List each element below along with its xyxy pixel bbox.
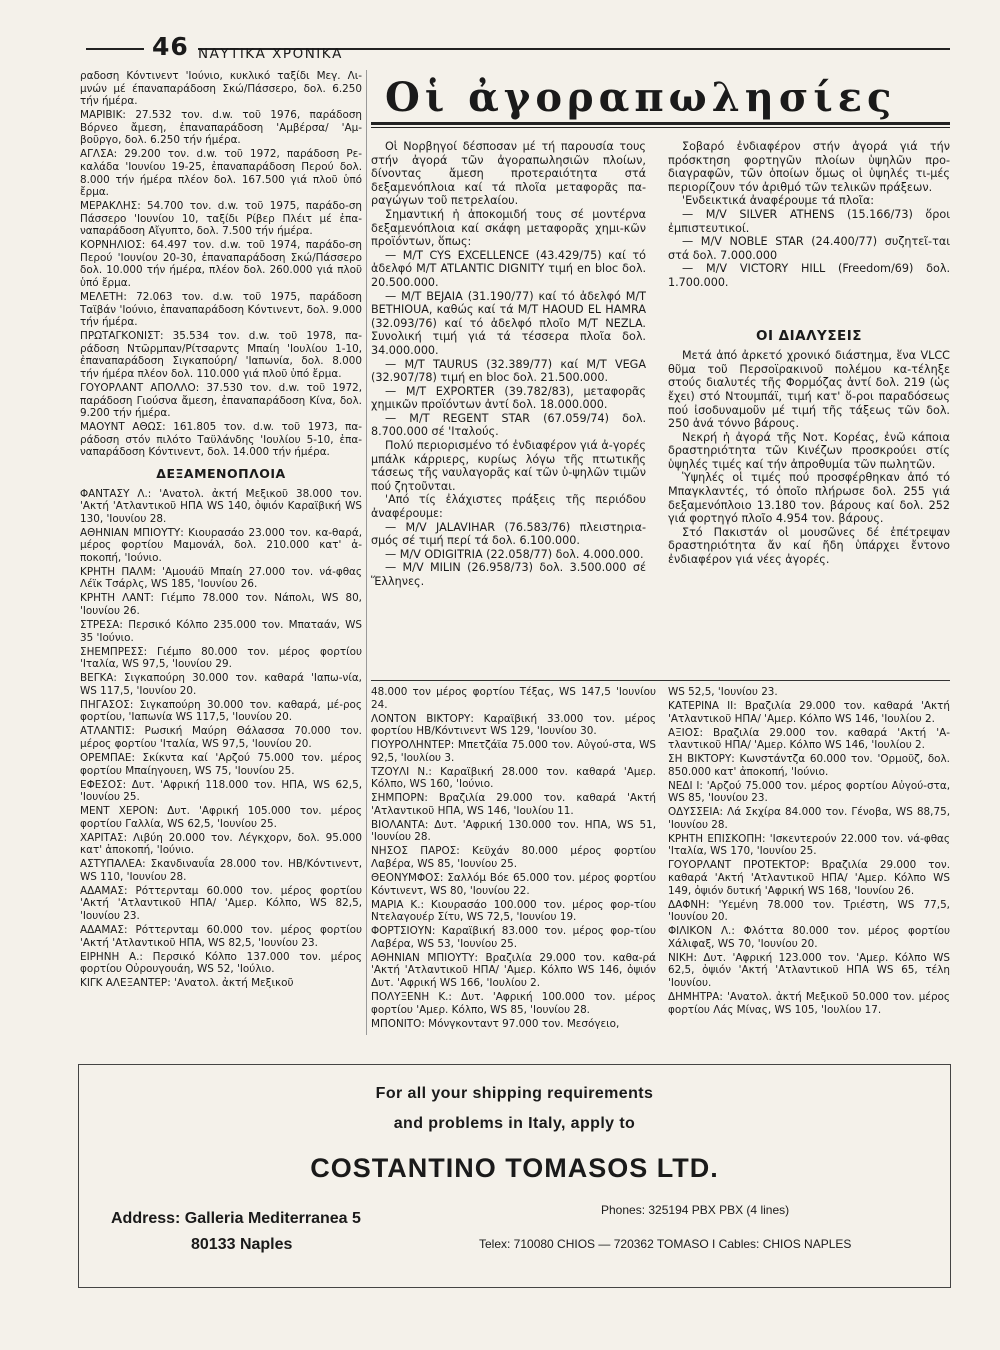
tanker-entry: ΒΕΓΚΑ: Σιγκαπούρη 30.000 τον. καθαρά 'Ιαπω-νία, WS 117,5, 'Ιουνίου 20. [80,672,362,697]
article-paragraph: Ὑψηλές οἱ τιμές πού προσφέρθηκαν ἀπό τό Μπαγκλαντές, τό ὁποῖο πλήρωσε δολ. 255 γιά δεξαμενόπλοιο 13.180 τον. βάρους καί δολ. 252 γιά φορτηγό πλοῖο 4.954 τον. βάρους. [668,471,950,526]
bottom-middle-column [371,686,656,1036]
tanker-entry: ΑΘΗΝΙΑΝ ΜΠΙΟΥΤΥ: Κιουρασάο 23.000 τον. κα-θαρά, μέρος φορτίου Μαμονάλ, δολ. 210.000 κατ' ἀ-ποκοπή, 'Ιούνιο. [80,526,362,564]
article-paragraph: — M/V ODIGITRIA (22.058/77) δολ. 4.000.000. [385,547,644,561]
middle-column [371,140,646,680]
ad-address-line-2: 80133 Naples [191,1236,293,1253]
charter-entry: ΠΡΩΤΑΓΚΟΝΙΣΤ: 35.534 τον. d.w. τοῦ 1978, πα-ράδοση Ντῶρμπαν/Ρίτσαρντς Μπαίη 'Ιουλίου 1-10, ἐπαναπαράδοση Σιγκαπούρη/ 'Ιαπωνία, δολ. 8.000 τήν ήμέρα πλέον δολ. 110.000 γιά πλοῦ ὑπό ἔρμα. [80,330,362,380]
tanker-entry: ΑΞΙΟΣ: Βραζιλία 29.000 τον. καθαρά 'Ακτή 'Α-τλαντικοῦ ΗΠΑ/ 'Αμερ. Κόλπο WS 146, 'Ιουλίου 2. [668,726,950,752]
tanker-entry: ΕΦΕΣΟΣ: Δυτ. 'Αφρική 118.000 τον. ΗΠΑ, WS 62,5, 'Ιουνίου 25. [80,778,362,804]
article-paragraph: 'Ενδεικτικά ἀναφέρουμε τά πλοῖα: [682,194,875,208]
tanker-entry: ΕΙΡΗΝΗ Α.: Περσικό Κόλπο 137.000 τον. μέρος φορτίου Οὐρουγουάη, WS 52, 'Ιούλιο. [80,950,362,976]
bottom-right-column [668,686,950,1036]
tanker-entry: ΑΣΤΥΠΑΛΕΑ: Σκανδιναυΐα 28.000 τον. ΗΒ/Κόντινεντ, WS 110, 'Ιουνίου 28. [80,858,362,883]
tanker-entry: ΣΗΕΜΠΡΕΣΣ: Γιέμπο 80.000 τον. μέρος φορτίου 'Ιταλία, WS 97,5, 'Ιουνίου 29. [80,645,362,671]
left-column [80,70,362,990]
article-paragraph: — M/V MILIN (26.958/73) δολ. 3.500.000 σέ Ἕλληνες. [371,561,646,588]
article-paragraph: Πολύ περιορισμένο τό ἐνδιαφέρον γιά ἀ-γορές μπάλκ κάρριερς, κυρίως λόγω τῆς πτωτικῆς τάσεως τῆς ναυλαγορᾶς καί τῶν ὑ-ψηλῶν τιμῶν πού ζητοῦνται. [371,439,646,493]
charter-entry: ΜΕΛΕΤΗ: 72.063 τον. d.w. τοῦ 1975, παράδοση Ταϊβάν 'Ιούνιο, ἐπαναπαράδοση Κόντινεντ, δολ. 9.000 τήν ήμέρα. [80,291,362,329]
charter-entry: ΜΑΟΥΝΤ ΑΘΩΣ: 161.805 τον. d.w. τοῦ 1973, πα-ράδοση στόν πιλότο Ταϋλάνδης 'Ιουλίου 5-10, ἐπα-ναπαράδοση Κόντινεντ, δολ. 14.000 τήν ήμέρα. [80,421,362,459]
article-paragraph: — M/V SILVER ATHENS (15.166/73) ὅροι ἐμπιστευτικοί. [668,207,950,235]
advertisement [78,1064,951,1288]
article-paragraph: — M/V NOBLE STAR (24.400/77) συζητεῖ-ται στά δολ. 7.000.000 [668,235,950,262]
tanker-entry: ΜΕΝΤ ΧΕΡΟΝ: Δυτ. 'Αφρική 105.000 τον. μέρος φορτίου Γαλλία, WS 62,5, 'Ιουνίου 25. [80,805,362,830]
article-paragraph: — M/V JALAVIHAR (76.583/76) πλειστηρια-σμός σέ τιμή περί τά δολ. 6.100.000. [371,520,646,548]
magazine-name: ΝΑΥΤΙΚΑ ΧΡΟΝΙΚΑ [198,46,343,62]
tanker-entry: ΝΕΔΙ Ι: 'Αρζού 75.000 τον. μέρος φορτίου Αὐγού-στα, WS 85, 'Ιουνίου 23. [668,779,950,805]
tanker-entry: ΝΙΚΗ: Δυτ. 'Αφρική 123.000 τον. 'Αμερ. Κόλπο WS 62,5, ὀψιόν 'Ακτή 'Ατλαντικοῦ ΗΠΑ WS 65, τέλη 'Ιουνίου. [668,951,950,989]
tanker-entry: ΔΗΜΗΤΡΑ: 'Ανατολ. ἀκτή Μεξικοῦ 50.000 τον. μέρος φορτίου Λάς Μίνας, WS 105, 'Ιουλίου 17. [668,990,950,1016]
article-paragraph: Οἱ Νορβηγοί δέσποσαν μέ τή παρουσία τους στήν ἀγορά τῶν ἀγοραπωλησιῶν πλοίων, δίνοντας ἄμεση προτεραιότητα στά δεξαμενόπλοια καί τά πλοῖα μεταφορᾶς πα-ραγώγων τοῦ πετρελαίου. [371,140,646,208]
charter-entry: ΓΟΥΟΡΛΑΝΤ ΑΠΟΛΛΟ: 37.530 τον. d.w. τοῦ 1972, παράδοση Γιούσνα ἄμεση, ἐπαναπαράδοση Κίνα, δολ. 9.200 τήν ήμέρα. [80,381,362,420]
tanker-entry: ΑΔΑΜΑΣ: Ρόττερνταμ 60.000 τον. μέρος φορτίου 'Ακτή 'Ατλαντικοῦ ΗΠΑ, WS 82,5, 'Ιουνίου 23. [80,923,362,949]
section-title-scrapping: ΟΙ ΔΙΑΛΥΣΕΙΣ [755,327,863,344]
ad-telex: Telex: 710080 CHIOS — 720362 TOMASO I Cables: CHIOS NAPLES [479,1237,852,1251]
tanker-entry: ΑΘΗΝΙΑΝ ΜΠΙΟΥΤΥ: Βραζιλία 29.000 τον. καθα-ρά 'Ακτή 'Ατλαντικοῦ ΗΠΑ/ 'Αμερ. Κόλπο WS 146, ὀψιόν Δυτ. 'Αφρική WS 166, 'Ιουλίου 2. [371,951,656,989]
article-paragraph: — Μ/Τ BEJAIA (31.190/77) καί τό ἀδελφό Μ/Τ BETHIOUA, καθώς καί τά Μ/Τ HAOUD EL HAMRA (32.093/76) καί τό ἀδελφό πλοῖο Μ/Τ NEZLA. Συνολική τιμή γιά τά τέσσερα πλοῖα δολ. 34.000.000. [371,289,646,357]
article-paragraph: Στό Πακιστάν οἱ μουσῶνες δέ ἐπέτρεψαν δραστηριότητα ἄν καί ἤδη ὑπάρχει ἔντονο ἐνδιαφέρον γιά νέες ἀγορές. [668,525,950,567]
tanker-entry: ΚΡΗΤΗ ΛΑΝΤ: Γιέμπο 78.000 τον. Νάπολι, WS 80, 'Ιουνίου 26. [80,592,362,618]
article-paragraph: — Μ/Τ TAURUS (32.389/77) καί Μ/Τ VEGA (32.907/78) τιμή en bloc δολ. 21.500.000. [371,357,646,385]
charter-entry: ΚΟΡΝΗΛΙΟΣ: 64.497 τον. d.w. τοῦ 1974, παράδο-ση Περού 'Ιουνίου 20-30, ἐπαναπαράδοση Σκώ/Πάσσερο δολ. 10.000 τήν ήμέρα, πλέον δολ. 260.000 γιά πλοῦ ὑπό ἔρμα. [80,239,362,290]
section-title-tankers: ΔΕΞΑΜΕΝΟΠΛΟΙΑ [156,465,286,481]
tanker-entry: ΑΤΛΑΝΤΙΣ: Ρωσική Μαύρη Θάλασσα 70.000 τον. μέρος φορτίου 'Ιταλία, WS 97,5, 'Ιουνίου 20. [80,725,362,750]
ad-company-name: COSTANTINO TOMASOS LTD. [310,1153,719,1183]
ad-address [111,1206,361,1258]
tanker-entry: ΤΖΟΥΛΙ Ν.: Καραϊβική 28.000 τον. καθαρά 'Αμερ. Κόλπο, WS 160, 'Ιούνιο. [371,765,656,791]
tanker-entry: ΔΑΦΝΗ: 'Υεμένη 78.000 τον. Τριέστη, WS 77,5, 'Ιουνίου 20. [668,898,950,924]
tanker-entry: ΟΔΥΣΣΕΙΑ: Λά Σκχίρα 84.000 τον. Γένοβα, WS 88,75, 'Ιουνίου 28. [668,806,950,831]
page-number: 46 [152,32,189,61]
tanker-entry: ΘΕΟΝΥΜΦΟΣ: Σαλλόμ Βόε 65.000 τον. μέρος φορτίου Κόντινεντ, WS 80, 'Ιουνίου 22. [371,872,656,897]
tanker-entry: WS 52,5, 'Ιουνίου 23. [668,686,778,698]
article-paragraph: Σημαντική ἡ ἀποκομιδή τους σέ μοντέρνα δεξαμενόπλοια καί σκάφη μεταφορᾶς χημι-κῶν προϊόντων, ὅπως: [371,207,646,249]
tanker-entry: ΜΑΡΙΑ Κ.: Κιουρασάο 100.000 τον. μέρος φορ-τίου Ντελαγουέρ Σίτυ, WS 72,5, 'Ιουνίου 19. [371,898,656,924]
charter-entry: ΑΓΛΣΑ: 29.200 τον. d.w. τοῦ 1972, παράδοση Ρε-καλάδα 'Ιουνίου 19-25, ἐπαναπαράδοση Περού δολ. 8.000 τήν ήμέρα πλέον δολ. 167.500 γιά πλοῦ ὑπό ἔρμα. [80,148,362,199]
tanker-entry: ΑΔΑΜΑΣ: Ρόττερνταμ 60.000 τον. μέρος φορτίου 'Ακτή 'Ατλαντικοῦ ΗΠΑ/ 'Αμερ. Κόλπο, WS 82,5, 'Ιουνίου 23. [80,884,362,922]
article-bottom-rule [371,680,950,681]
tanker-entry: ΓΙΟΥΡΟΛΗΝΤΕΡ: Μπετζάϊα 75.000 τον. Αὐγού-στα, WS 92,5, 'Ιουλίου 3. [371,739,656,764]
tanker-entry: ΦΙΛΙΚΟΝ Λ.: Φλόττα 80.000 τον. μέρος φορτίου Χάλιφαξ, WS 70, 'Ιουνίου 20. [668,925,950,950]
tanker-entry: ΟΡΕΜΠΑΕ: Σκίκντα καί 'Αρζού 75.000 τον. μέρος φορτίου Μπαίηγουεη, WS 75, 'Ιουνίου 25. [80,751,362,777]
article-paragraph: — M/V VICTORY HILL (Freedom/69) δολ. 1.700.000. [668,262,950,289]
article-paragraph: — Μ/Τ EXPORTER (39.782/83), μεταφορᾶς χημικῶν προϊόντων ἀντί δολ. 18.000.000. [371,384,646,412]
charter-entry: ραδοση Κόντινεντ 'Ιούνιο, κυκλικό ταξίδι Μεγ. Λι-μνών μέ έπαναπαράδοση Σκώ/Πάσσερο, δολ. 6.250 τήν ήμέρα. [80,70,362,108]
tanker-entry: ΧΑΡΙΤΑΣ: Λιβύη 20.000 τον. Λέγκχορν, δολ. 95.000 κατ' ἀποκοπή, 'Ιούνιο. [80,831,362,857]
tanker-entry: ΒΙΟΛΑΝΤΑ: Δυτ. 'Αφρική 130.000 τον. ΗΠΑ, WS 51, 'Ιουνίου 28. [371,818,656,844]
column-divider [366,70,367,1035]
tanker-entry: ΝΗΣΟΣ ΠΑΡΟΣ: Κεϋχάν 80.000 μέρος φορτίου Λαβέρα, WS 85, 'Ιουνίου 25. [371,845,656,871]
article-paragraph: 'Από τίς ἐλάχιστες πράξεις τῆς περιόδου ἀναφέρουμε: [371,493,646,521]
tanker-entry: ΣΤΡΕΣΑ: Περσικό Κόλπο 235.000 τον. Μπαταάν, WS 35 'Ιούνιο. [80,619,362,644]
title-rule-thin [371,127,950,128]
tanker-entry: ΣΗΜΠΟΡΝ: Βραζιλία 29.000 τον. καθαρά 'Ακτή 'Ατλαντικοῦ ΗΠΑ, WS 146, 'Ιουλίου 11. [371,792,656,817]
tanker-entry: ΣΗ ΒΙΚΤΟΡΥ: Κωνστάντζα 60.000 τον. 'Ορμοῦζ, δολ. 850.000 κατ' ἀποκοπή, 'Ιούνιο. [668,753,950,778]
tanker-entry: ΚΙΓΚ ΑΛΕΞΑΝΤΕΡ: 'Ανατολ. ἀκτή Μεξικοῦ [80,977,294,990]
ad-tagline-2: and problems in Italy, apply to [393,1115,636,1132]
article-paragraph: — Μ/Τ REGENT STAR (67.059/74) δολ. 8.700.000 σέ 'Ιταλούς. [371,411,646,439]
tanker-entry: ΚΡΗΤΗ ΠΑΛΜ: 'Αμουάϋ Μπαίη 27.000 τον. νά-φθας Λέϊκ Τσάρλς, WS 185, 'Ιουνίου 26. [80,565,362,591]
right-column [668,140,950,680]
ad-address-line-1: Address: Galleria Mediterranea 5 [111,1210,361,1227]
tanker-entry: ΠΟΛΥΞΕΝΗ Κ.: Δυτ. 'Αφρική 100.000 τον. μέρος φορτίου 'Αμερ. Κόλπο, WS 85, 'Ιουνίου 28. [371,990,656,1016]
tanker-entry: 48.000 τον μέρος φορτίου Τέξας, WS 147,5 'Ιουνίου 24. [371,686,656,711]
tanker-entry: ΓΟΥΟΡΛΑΝΤ ΠΡΟΤΕΚΤΟΡ: Βραζιλία 29.000 τον. καθαρά 'Ακτή 'Ατλαντικοῦ ΗΠΑ/ 'Αμερ. Κόλπο WS 149, ὀψιόν δυτική 'Αφρική WS 168, 'Ιουνίου 26. [668,859,950,897]
article-title: Οἱ ἀγοραπωλησίες [385,74,897,121]
tanker-entry: ΛΟΝΤΟΝ ΒΙΚΤΟΡΥ: Καραϊβική 33.000 τον. μέρος φορτίου ΗΒ/Κόντινεντ WS 129, 'Ιουνίου 30. [371,712,656,738]
tanker-entry: ΚΑΤΕΡΙΝΑ ΙΙ: Βραζιλία 29.000 τον. καθαρά 'Ακτή 'Ατλαντικοῦ ΗΠΑ/ 'Αμερ. Κόλπο WS 146, 'Ιουλίου 2. [668,699,950,725]
article-paragraph: — Μ/Τ CYS EXCELLENCE (43.429/75) καί τό ἀδελφό Μ/Τ ATLANTIC DIGNITY τιμή en bloc δολ. 20.500.000. [371,248,646,289]
article-paragraph: Σοβαρό ἐνδιαφέρον στήν ἀγορά γιά τήν πρόσκτηση φορτηγῶν πλοίων ὑψηλῶν προ-διαγραφῶν, τῶν ὁποίων ὅμως οἱ ὑψηλές τι-μές περιορίζουν τόν ἀριθμό τῶν τελικῶν πράξεων. [668,140,950,194]
tanker-entry: ΚΡΗΤΗ ΕΠΙΣΚΟΠΗ: 'Ισκεντερούν 22.000 τον. νά-φθας 'Ιταλία, WS 170, 'Ιουνίου 25. [668,832,950,858]
header-rule-left [86,48,144,50]
title-rule-thick [371,122,950,125]
ad-tagline-1: For all your shipping requirements [375,1085,654,1102]
tanker-entry: ΦΟΡΤΣΙΟΥΝ: Καραϊβική 83.000 τον. μέρος φορ-τίου Λαβέρα, WS 53, 'Ιουνίου 25. [371,925,656,950]
tanker-entry: ΜΠΟΝΙΤΟ: Μόνγκονταντ 97.000 τον. Μεσόγειο, [371,1017,620,1030]
article-paragraph: Νεκρή ἡ ἀγορά τῆς Νοτ. Κορέας, ἐνῶ κάποια δραστηριότητα τῶν Κινέζων προσκρούει στίς ὑψηλές τιμές καί τήν ἀπροθυμία τῶν πωλητῶν. [668,430,950,471]
charter-entry: ΜΑΡΙΒΙΚ: 27.532 τον. d.w. τοῦ 1976, παράδοση Βόρνεο ἄμεση, ἐπαναπαράδοση 'Αμβέρσα/ 'Αμ-βοῦργο, δολ. 6.250 τήν ήμέρα. [80,109,362,147]
tanker-entry: ΦΑΝΤΑΣΥ Λ.: 'Ανατολ. ἀκτή Μεξικοῦ 38.000 τον. 'Ακτή 'Ατλαντικοῦ ΗΠΑ WS 140, ὀψιόν Καραϊβική WS 130, 'Ιουνίου 28. [80,487,362,525]
ad-phones: Phones: 325194 PBX PBX (4 lines) [601,1203,790,1217]
tanker-entry: ΠΗΓΑΣΟΣ: Σιγκαπούρη 30.000 τον. καθαρά, μέ-ρος φορτίου, 'Ιαπωνία WS 117,5, 'Ιουνίου 20. [80,698,362,724]
charter-entry: ΜΕΡΑΚΛΗΣ: 54.700 τον. d.w. τοῦ 1975, παράδο-ση Πάσσερο 'Ιουνίου 10, ταξίδι Ρίβερ Πλέιτ μέ ἐπα-ναπαράδοση Αἴγυπτο, δολ. 7.500 τήν ήμέρα. [80,200,362,238]
article-paragraph: Μετά ἀπό ἀρκετό χρονικό διάστημα, ἕνα VLCC θῦμα τοῦ Περσοϊρακινοῦ πολέμου κα-τέληξε στούς διαλυτές τῆς Φορμόζας ἀντί δολ. 219 (ὡς ἔχει) στό Ντουμπάϊ, τιμή κατ' ὅ-ροι παραδόσεως πού ἰσοδυναμοῦν μέ τιμή τῆς τάξεως τῶν δολ. 250 ἀνά τόννο βάρους. [668,349,950,431]
